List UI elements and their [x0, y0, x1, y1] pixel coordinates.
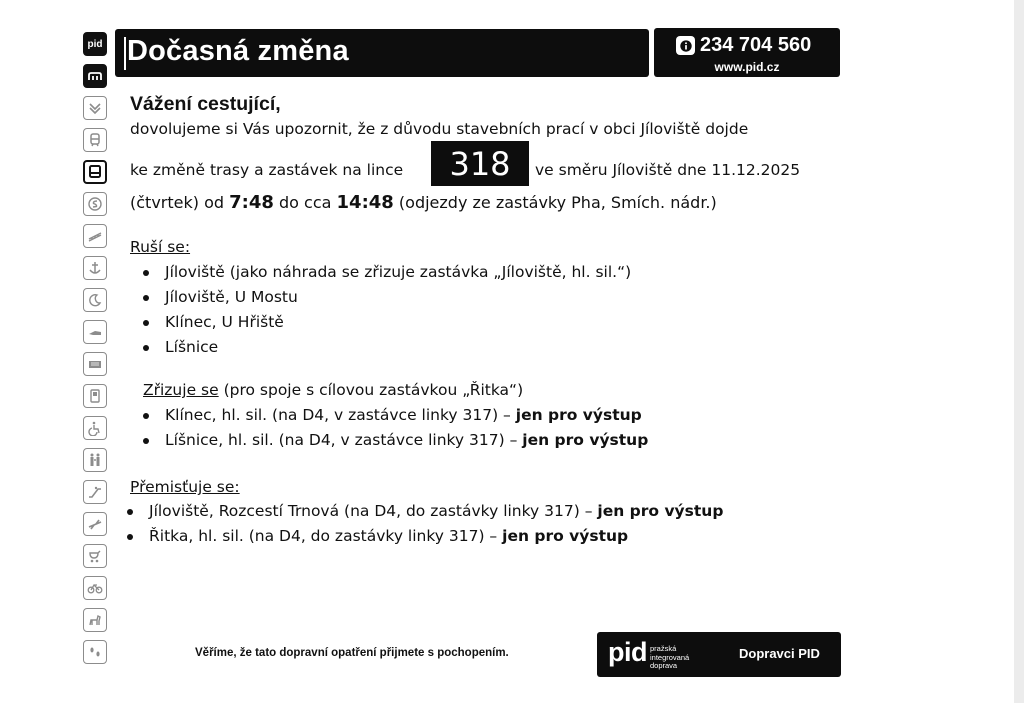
exit-only-note: jen pro výstup: [502, 527, 629, 545]
text-cursor: [124, 37, 126, 70]
ticket-machine-icon: [83, 384, 107, 408]
notice-title: Dočasná změna: [127, 35, 349, 67]
ferry-icon: [83, 192, 107, 216]
train-icon: [83, 128, 107, 152]
pram-icon: [83, 544, 107, 568]
ticket-icon: [83, 352, 107, 376]
until-text: do cca: [278, 193, 332, 212]
created-stop: [165, 406, 642, 424]
bullet: [127, 509, 133, 515]
bullet: [143, 270, 149, 276]
phone-row: [676, 34, 811, 57]
cancelled-stop: Klínec, U Hřiště: [165, 313, 284, 331]
created-heading-note: (pro spoje s cílovou zastávkou „Řitka“): [223, 381, 524, 399]
exit-only-note: jen pro výstup: [515, 406, 642, 424]
intro-line-1: dovolujeme si Vás upozornit, že z důvodu stavebních prací v obci Jíloviště dojde: [130, 120, 749, 138]
cancelled-stop: Jíloviště (jako náhrada se zřizuje zastávka „Jíloviště, hl. sil.“): [165, 263, 632, 281]
info-phone-icon: [676, 36, 695, 55]
pid-logo-icon: pid: [83, 32, 107, 56]
footer-message: Věříme, že tato dopravní opatření přijmete s pochopením.: [195, 647, 509, 659]
pid-carriers-box: [597, 632, 841, 677]
bullet: [143, 413, 149, 419]
cable-car-icon: [83, 224, 107, 248]
moved-heading: Přemisťuje se:: [130, 478, 240, 496]
website-link[interactable]: www.pid.cz: [714, 60, 780, 74]
cancelled-stop: Jíloviště, U Mostu: [165, 288, 298, 306]
salutation: Vážení cestující,: [130, 93, 281, 115]
page-edge: [1014, 0, 1024, 703]
dog-icon: [83, 608, 107, 632]
anchor-icon: [83, 256, 107, 280]
time-to: 14:48: [336, 192, 394, 213]
bicycle-icon: [83, 576, 107, 600]
contact-box: [654, 28, 840, 77]
intro-line-2b: ve směru Jíloviště dne 11.12.2025: [535, 161, 801, 179]
notice-title-bar: [115, 29, 649, 77]
created-heading: Zřizuje se: [143, 381, 219, 399]
weekday-text: (čtvrtek) od: [130, 193, 225, 212]
cancelled-stop: Líšnice: [165, 338, 219, 356]
created-stop-text: Klínec, hl. sil. (na D4, v zastávce linky 317) –: [165, 406, 511, 424]
pid-logo-subtitle: pražská integrovaná doprava: [650, 644, 690, 670]
created-stop-text: Líšnice, hl. sil. (na D4, v zastávce linky 317) –: [165, 431, 518, 449]
bullet: [143, 320, 149, 326]
metro-icon: [83, 96, 107, 120]
bullet: [143, 345, 149, 351]
bullet: [127, 534, 133, 540]
escalator-icon: [83, 480, 107, 504]
moved-stop-text: Řitka, hl. sil. (na D4, do zastávky linky 317) –: [149, 527, 498, 545]
phone-number: 234 704 560: [700, 34, 812, 56]
line-number-badge: 318: [431, 141, 529, 186]
cancelled-heading: Ruší se:: [130, 238, 191, 256]
bullet: [143, 295, 149, 301]
carriers-label: Dopravci PID: [739, 646, 820, 661]
exit-only-note: jen pro výstup: [597, 502, 724, 520]
bus-icon: [83, 160, 107, 184]
night-icon: [83, 288, 107, 312]
intro-line-2a: ke změně trasy a zastávek na lince: [130, 161, 404, 179]
created-heading-row: [143, 381, 523, 399]
moved-stop-text: Jíloviště, Rozcestí Trnová (na D4, do zastávky linky 317) –: [149, 502, 593, 520]
tram-icon: [83, 64, 107, 88]
moved-stop: [149, 527, 628, 545]
pid-logo: pid: [608, 637, 647, 667]
exit-only-note: jen pro výstup: [522, 431, 649, 449]
airport-icon: [83, 320, 107, 344]
intro-line-3: [130, 192, 717, 213]
bullet: [143, 438, 149, 444]
created-stop: [165, 431, 648, 449]
wheelchair-icon: [83, 416, 107, 440]
moved-stop: [149, 502, 723, 520]
time-from: 7:48: [229, 192, 274, 213]
footpath-icon: [83, 640, 107, 664]
departures-note: (odjezdy ze zastávky Pha, Smích. nádr.): [398, 193, 717, 212]
plane-icon: [83, 512, 107, 536]
family-icon: [83, 448, 107, 472]
